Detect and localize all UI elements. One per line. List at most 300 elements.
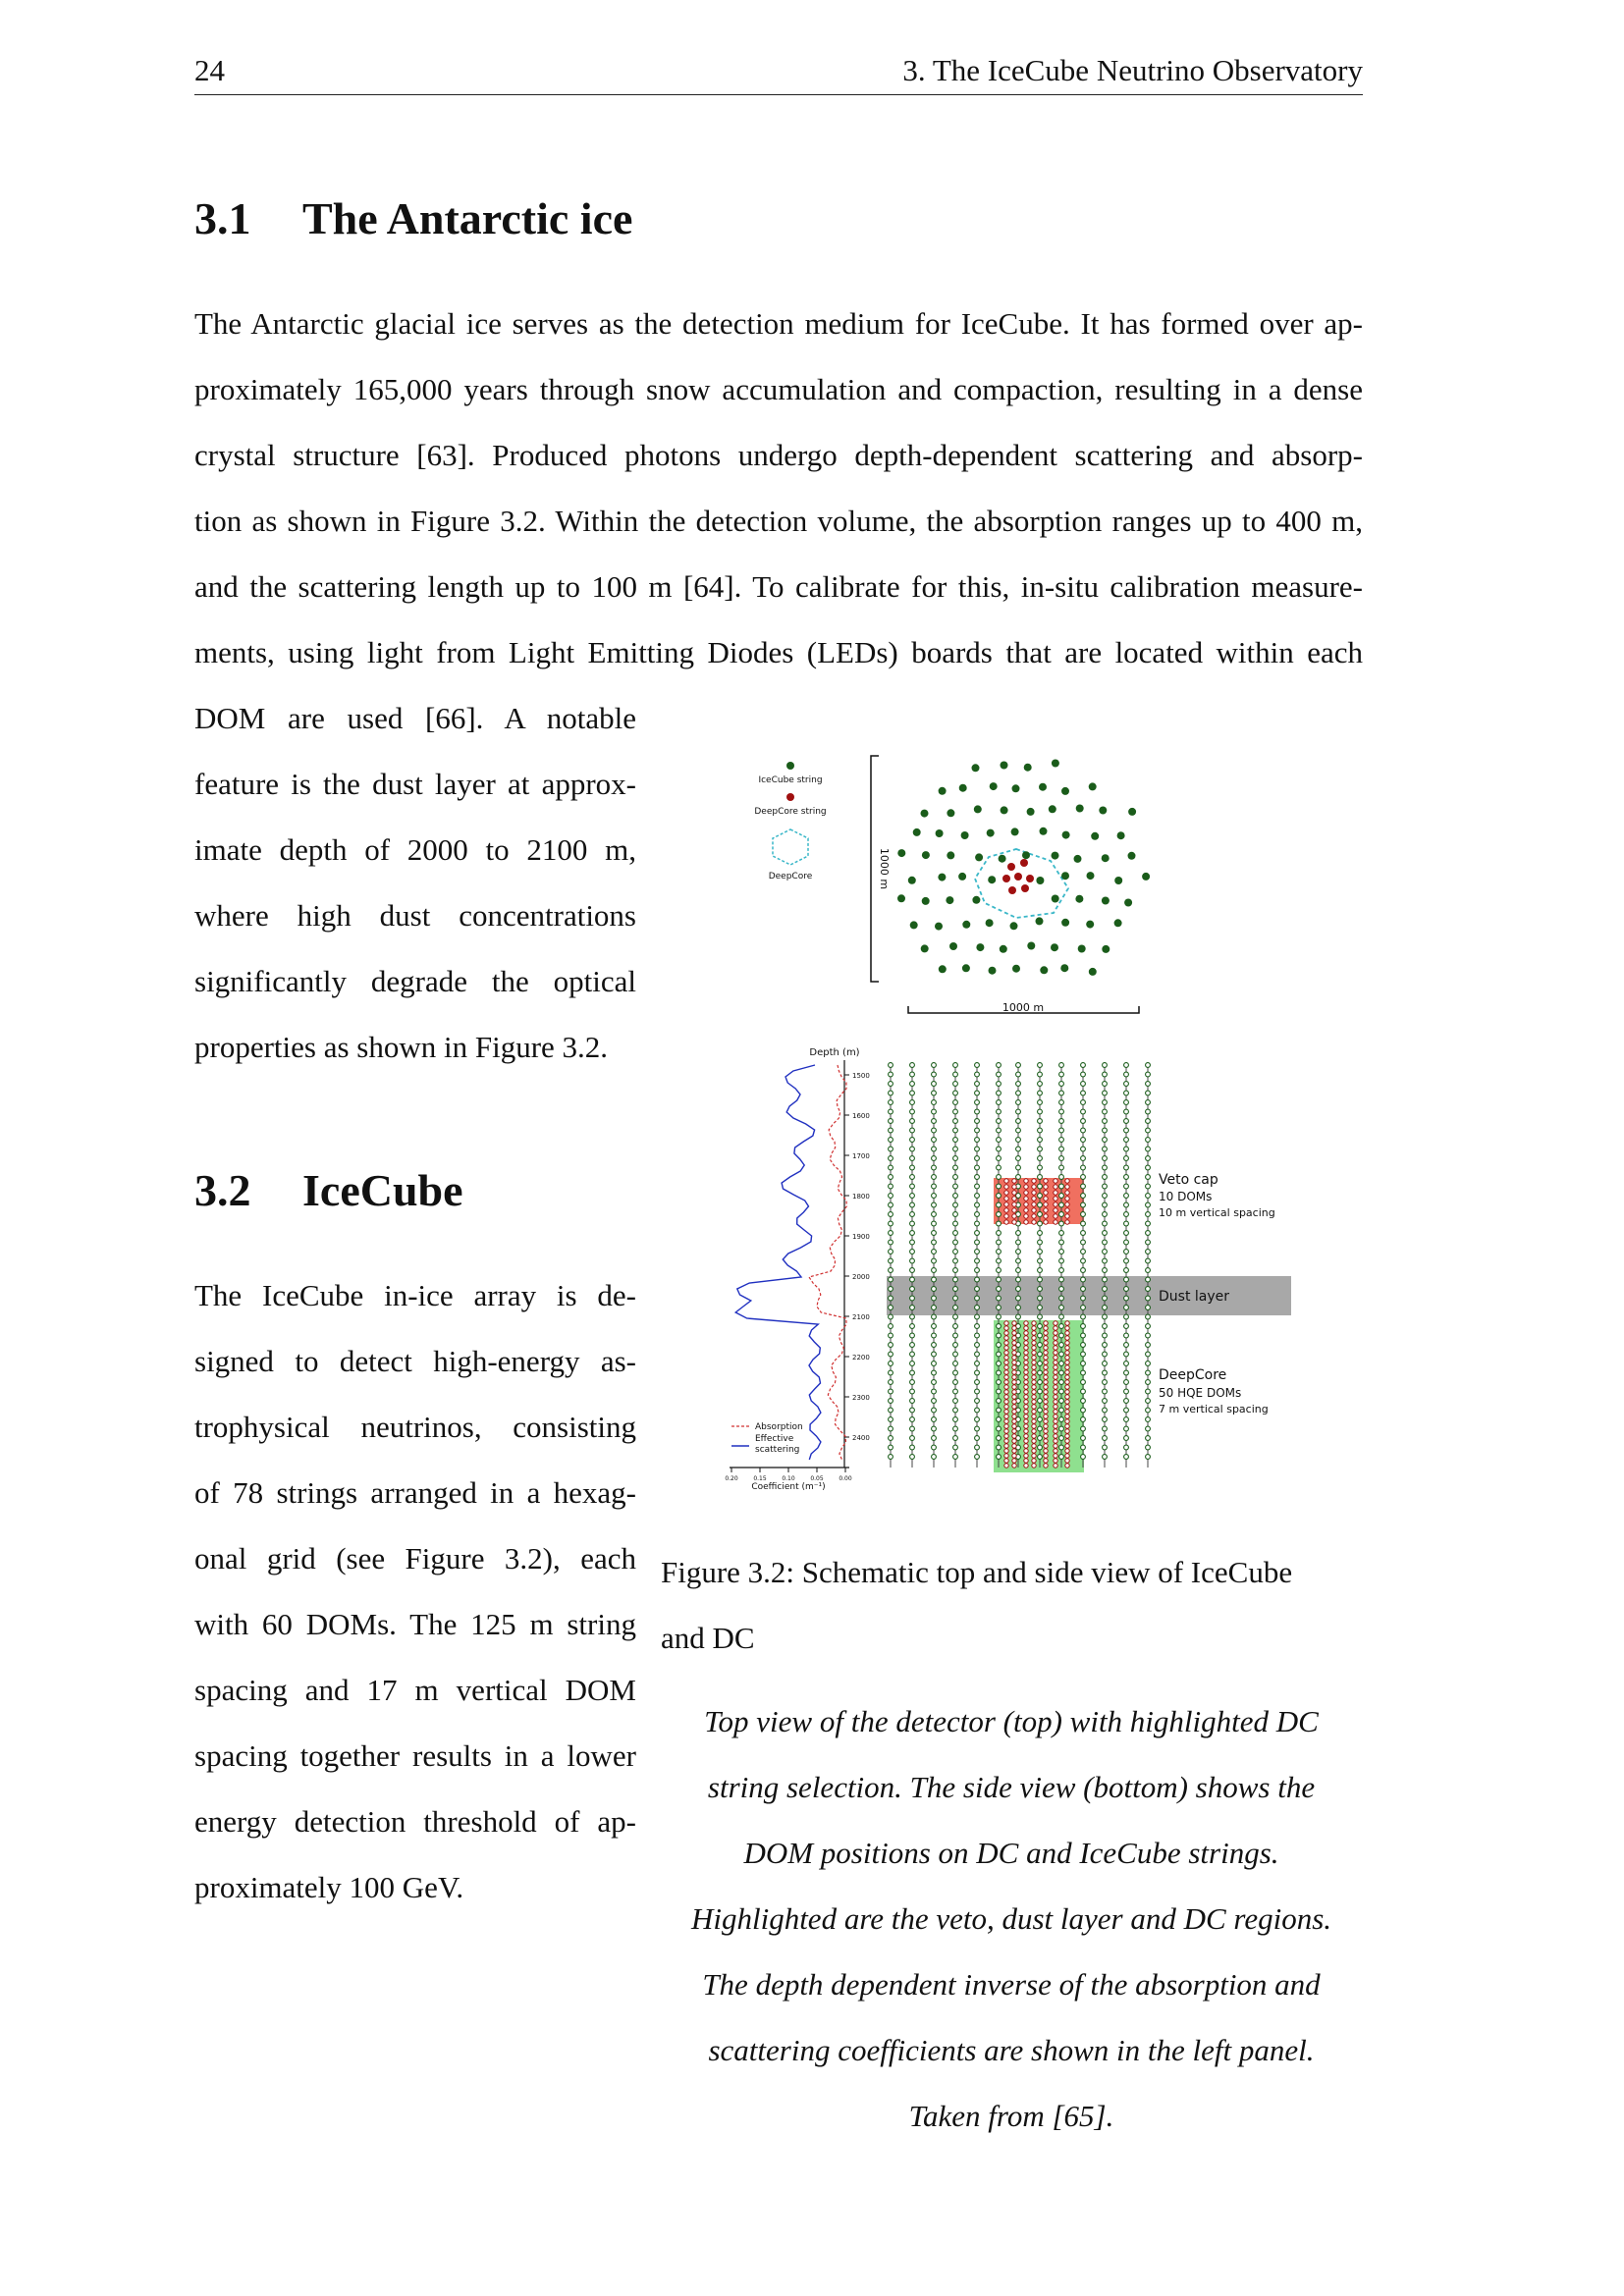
deepcore-dom-marker <box>1054 1424 1057 1428</box>
dom-marker <box>1103 1408 1108 1413</box>
deepcore-dom-marker <box>1012 1439 1016 1443</box>
deepcore-dom-marker <box>1032 1331 1036 1335</box>
dom-marker <box>1103 1417 1108 1422</box>
dom-marker <box>910 1362 915 1366</box>
dom-marker <box>1059 1128 1064 1133</box>
dom-marker <box>889 1082 893 1087</box>
dom-marker <box>1059 1296 1064 1301</box>
deepcore-dom-marker <box>1032 1385 1036 1389</box>
dom-marker <box>1038 1287 1043 1292</box>
dom-marker <box>1124 1250 1129 1255</box>
deepcore-dom-marker <box>1054 1429 1057 1433</box>
icecube-string-dot <box>1087 872 1095 880</box>
dom-marker <box>997 1100 1001 1105</box>
deepcore-dom-marker <box>1044 1464 1048 1468</box>
dom-marker <box>1059 1063 1064 1068</box>
veto-dom-marker <box>1004 1179 1008 1183</box>
dom-marker <box>889 1138 893 1143</box>
dom-marker <box>1124 1426 1129 1431</box>
dom-marker <box>932 1362 937 1366</box>
dom-marker <box>1124 1296 1129 1301</box>
deepcore-dom-marker <box>1044 1375 1048 1379</box>
deepcore-dom-marker <box>1054 1341 1057 1345</box>
text-line: trophysical neutrinos, consisting <box>194 1410 636 1444</box>
dom-marker <box>975 1268 980 1273</box>
deepcore-dom-marker <box>1054 1459 1057 1463</box>
dust-layer-label: Dust layer <box>1159 1289 1230 1305</box>
deepcore-dom-marker <box>1004 1331 1008 1335</box>
dom-marker <box>1146 1362 1151 1366</box>
veto-dom-marker <box>1024 1202 1028 1206</box>
deepcore-dom-marker <box>1032 1346 1036 1350</box>
text-line: energy detection threshold of ap- <box>194 1804 636 1839</box>
dom-marker <box>1038 1268 1043 1273</box>
dom-marker <box>889 1165 893 1170</box>
dom-marker <box>953 1231 958 1236</box>
dom-marker <box>1146 1240 1151 1245</box>
dom-marker <box>1103 1258 1108 1263</box>
dom-marker <box>1103 1138 1108 1143</box>
dom-marker <box>1016 1296 1021 1301</box>
dom-marker <box>1016 1100 1021 1105</box>
dom-marker <box>997 1128 1001 1133</box>
deepcore-dom-marker <box>1012 1341 1016 1345</box>
dom-marker <box>975 1231 980 1236</box>
dom-marker <box>1038 1202 1043 1207</box>
dom-marker <box>1059 1306 1064 1310</box>
veto-dom-marker <box>1024 1179 1028 1183</box>
dom-marker <box>1081 1128 1086 1133</box>
caption-line: Figure 3.2: Schematic top and side view of IceCube <box>661 1555 1293 1589</box>
dom-marker <box>953 1417 958 1422</box>
dom-marker <box>1103 1194 1108 1199</box>
dom-marker <box>975 1287 980 1292</box>
dom-marker <box>953 1445 958 1450</box>
dom-marker <box>1038 1100 1043 1105</box>
veto-dom-marker <box>1054 1197 1057 1201</box>
dom-marker <box>997 1296 1001 1301</box>
section-title: The Antarctic ice <box>302 193 633 243</box>
dom-marker <box>1038 1455 1043 1460</box>
dom-marker <box>1124 1343 1129 1348</box>
dom-marker <box>1059 1194 1064 1199</box>
veto-dom-marker <box>1004 1202 1008 1206</box>
icecube-string-dot <box>1049 805 1056 813</box>
deepcore-dom-marker <box>1024 1464 1028 1468</box>
icecube-string-dot <box>989 967 997 975</box>
dom-marker <box>1038 1436 1043 1441</box>
dom-marker <box>932 1417 937 1422</box>
dom-marker <box>1081 1138 1086 1143</box>
deepcore-dom-marker <box>1065 1459 1069 1463</box>
dom-marker <box>1059 1417 1064 1422</box>
description-line: Top view of the detector (top) with highlighted DC <box>704 1704 1319 1738</box>
depth-tick-label: 2300 <box>852 1394 870 1402</box>
dom-marker <box>1103 1184 1108 1189</box>
dom-marker <box>1103 1063 1108 1068</box>
dom-marker <box>1038 1314 1043 1319</box>
veto-dom-marker <box>1004 1208 1008 1212</box>
dom-marker <box>1059 1408 1064 1413</box>
dom-marker <box>997 1194 1001 1199</box>
dom-marker <box>889 1380 893 1385</box>
description-line: The depth dependent inverse of the absorption and <box>702 1967 1321 2002</box>
deepcore-dom-marker <box>1032 1419 1036 1423</box>
deepcore-dom-marker <box>1054 1375 1057 1379</box>
deepcore-dom-marker <box>1032 1370 1036 1374</box>
dom-marker <box>1081 1082 1086 1087</box>
deepcore-dom-marker <box>1054 1390 1057 1394</box>
dom-marker <box>1124 1119 1129 1124</box>
veto-dom-marker <box>1065 1179 1069 1183</box>
dom-marker <box>932 1250 937 1255</box>
dom-marker <box>953 1306 958 1310</box>
icecube-string-dot <box>1091 832 1099 840</box>
dom-marker <box>910 1221 915 1226</box>
veto-dom-marker <box>1032 1185 1036 1189</box>
dom-marker <box>1059 1436 1064 1441</box>
deepcore-dom-marker <box>1044 1395 1048 1399</box>
dom-marker <box>932 1436 937 1441</box>
deepcore-dom-marker <box>1024 1405 1028 1409</box>
dom-marker <box>997 1212 1001 1217</box>
text-line: spacing together results in a lower <box>194 1738 636 1773</box>
veto-dom-marker <box>1032 1202 1036 1206</box>
dom-marker <box>1146 1212 1151 1217</box>
deepcore-dom-marker <box>1004 1444 1008 1448</box>
dom-marker <box>997 1175 1001 1180</box>
deepcore-dom-marker <box>1004 1351 1008 1355</box>
dom-marker <box>1016 1147 1021 1151</box>
deepcore-dom-marker <box>1024 1410 1028 1414</box>
legend-scattering: scattering <box>755 1445 800 1455</box>
dom-marker <box>889 1231 893 1236</box>
dom-marker <box>1146 1389 1151 1394</box>
dom-marker <box>1146 1324 1151 1329</box>
veto-dom-marker <box>1065 1185 1069 1189</box>
dom-marker <box>932 1380 937 1385</box>
deepcore-dom-marker <box>1024 1424 1028 1428</box>
dom-marker <box>953 1287 958 1292</box>
icecube-string-dot <box>938 874 946 881</box>
icecube-string-dot <box>1022 851 1030 859</box>
icecube-string-dot <box>976 943 984 951</box>
dom-marker <box>1146 1445 1151 1450</box>
dom-marker <box>1081 1119 1086 1124</box>
veto-dom-marker <box>1065 1220 1069 1224</box>
deepcore-dom-marker <box>1032 1449 1036 1453</box>
dom-marker <box>1059 1147 1064 1151</box>
dom-marker <box>1103 1362 1108 1366</box>
section-title: IceCube <box>302 1165 463 1215</box>
icecube-string-dot <box>1114 919 1122 927</box>
deepcore-dom-marker <box>1012 1434 1016 1438</box>
dom-marker <box>889 1109 893 1114</box>
dom-marker <box>1124 1333 1129 1338</box>
dom-marker <box>1124 1389 1129 1394</box>
deepcore-dom-marker <box>1012 1464 1016 1468</box>
deepcore-dom-marker <box>1032 1395 1036 1399</box>
dom-marker <box>1146 1128 1151 1133</box>
dom-marker <box>932 1202 937 1207</box>
dom-marker <box>1146 1380 1151 1385</box>
dom-marker <box>889 1343 893 1348</box>
description-line: string selection. The side view (bottom) shows the <box>707 1770 1316 1804</box>
dom-marker <box>1124 1202 1129 1207</box>
icecube-string-dot <box>947 851 954 859</box>
icecube-string-dot <box>972 764 980 772</box>
dom-marker <box>1038 1194 1043 1199</box>
dom-marker <box>910 1333 915 1338</box>
coefficient-tick-label: 0.10 <box>782 1475 795 1482</box>
deepcore-dom-marker <box>1004 1346 1008 1350</box>
figure-caption <box>661 1539 1292 1671</box>
veto-dom-marker <box>1054 1208 1057 1212</box>
dom-marker <box>1103 1128 1108 1133</box>
dom-marker <box>910 1250 915 1255</box>
dom-marker <box>1081 1212 1086 1217</box>
dust-layer-region <box>887 1276 1291 1315</box>
dom-marker <box>889 1175 893 1180</box>
deepcore-dom-marker <box>1044 1336 1048 1340</box>
dom-marker <box>889 1370 893 1375</box>
dom-marker <box>1146 1333 1151 1338</box>
veto-dom-marker <box>1012 1202 1016 1206</box>
dom-marker <box>1038 1258 1043 1263</box>
icecube-string-dot <box>1074 855 1082 863</box>
veto-dom-marker <box>1065 1191 1069 1195</box>
coefficient-axis-title: Coefficient (m⁻¹) <box>751 1482 826 1492</box>
deepcore-dom-marker <box>1044 1449 1048 1453</box>
dom-marker <box>975 1380 980 1385</box>
deepcore-dom-marker <box>1065 1400 1069 1404</box>
dom-marker <box>1016 1156 1021 1161</box>
deepcore-dom-marker <box>1024 1459 1028 1463</box>
dom-marker <box>932 1314 937 1319</box>
dom-marker <box>1146 1147 1151 1151</box>
dom-marker <box>997 1072 1001 1077</box>
dom-marker <box>1146 1455 1151 1460</box>
deepcore-dom-marker <box>1044 1459 1048 1463</box>
dom-marker <box>1081 1445 1086 1450</box>
deepcore-dom-marker <box>1065 1331 1069 1335</box>
dom-marker <box>889 1156 893 1161</box>
deepcore-dom-marker <box>1012 1351 1016 1355</box>
deepcore-dom-marker <box>1024 1434 1028 1438</box>
dom-marker <box>1059 1184 1064 1189</box>
deepcore-dom-marker <box>1004 1434 1008 1438</box>
deepcore-dom-marker <box>1054 1380 1057 1384</box>
deepcore-dom-marker <box>1065 1321 1069 1325</box>
dom-marker <box>1146 1426 1151 1431</box>
icecube-string-dot <box>975 853 983 861</box>
dom-marker <box>1124 1147 1129 1151</box>
dom-marker <box>1059 1221 1064 1226</box>
deepcore-dom-marker <box>1044 1361 1048 1364</box>
deepcore-dom-marker <box>1054 1439 1057 1443</box>
dom-marker <box>910 1119 915 1124</box>
deepcore-dom-marker <box>1065 1444 1069 1448</box>
dom-marker <box>932 1231 937 1236</box>
dom-marker <box>910 1389 915 1394</box>
deepcore-dom-marker <box>1024 1429 1028 1433</box>
icecube-string-dot <box>1051 943 1058 951</box>
dom-marker <box>975 1250 980 1255</box>
dom-marker <box>1103 1333 1108 1338</box>
dom-marker <box>889 1399 893 1404</box>
icecube-string-dot <box>1011 828 1019 835</box>
deepcore-dom-marker <box>1065 1405 1069 1409</box>
dom-marker <box>1081 1175 1086 1180</box>
dom-marker <box>932 1445 937 1450</box>
dom-marker <box>1038 1147 1043 1151</box>
dom-marker <box>997 1370 1001 1375</box>
dom-marker <box>1016 1119 1021 1124</box>
icecube-string-dot <box>990 782 998 790</box>
icecube-string-dot <box>908 877 916 884</box>
dom-marker <box>932 1333 937 1338</box>
description-line: DOM positions on DC and IceCube strings. <box>743 1836 1279 1870</box>
dom-marker <box>1081 1399 1086 1404</box>
dom-marker <box>889 1268 893 1273</box>
legend-deepcore-string: DeepCore string <box>754 807 827 817</box>
dom-marker <box>910 1184 915 1189</box>
deepcore-dom-marker <box>1054 1331 1057 1335</box>
text-line: proximately 100 GeV. <box>194 1870 464 1904</box>
dom-marker <box>1124 1362 1129 1366</box>
dom-marker <box>1124 1091 1129 1095</box>
deepcore-dom-marker <box>1024 1454 1028 1458</box>
deepcore-dom-marker <box>1012 1415 1016 1418</box>
veto-dom-marker <box>1054 1202 1057 1206</box>
dom-marker <box>889 1352 893 1357</box>
text-line: signed to detect high-energy as- <box>194 1344 636 1378</box>
dom-marker <box>997 1417 1001 1422</box>
dom-marker <box>1081 1306 1086 1310</box>
depth-tick-label: 1800 <box>852 1193 870 1201</box>
coefficient-tick-label: 0.15 <box>753 1475 767 1482</box>
dom-marker <box>1059 1352 1064 1357</box>
dom-marker <box>953 1119 958 1124</box>
icecube-string-dot <box>1027 808 1035 816</box>
deepcore-dom-marker <box>1012 1395 1016 1399</box>
deepcore-dom-marker <box>1012 1400 1016 1404</box>
dom-marker <box>1016 1287 1021 1292</box>
dom-marker <box>1081 1202 1086 1207</box>
deepcore-dom-marker <box>1065 1370 1069 1374</box>
text-line: ments, using light from Light Emitting Diodes (LEDs) boards that are located within each <box>194 635 1363 669</box>
dom-marker <box>953 1258 958 1263</box>
dom-marker <box>1038 1306 1043 1310</box>
dom-marker <box>932 1240 937 1245</box>
dom-marker <box>953 1194 958 1199</box>
dom-marker <box>910 1202 915 1207</box>
deepcore-dom-marker <box>1044 1356 1048 1360</box>
dom-marker <box>1146 1082 1151 1087</box>
dom-marker <box>953 1408 958 1413</box>
dom-marker <box>1124 1324 1129 1329</box>
deepcore-dom-marker <box>1065 1415 1069 1418</box>
icecube-string-dot <box>1117 831 1125 839</box>
dom-marker <box>1016 1128 1021 1133</box>
icecube-string-dot <box>897 849 905 857</box>
deepcore-dom-marker <box>1004 1321 1008 1325</box>
dom-marker <box>1059 1426 1064 1431</box>
dom-marker <box>932 1455 937 1460</box>
dom-marker <box>1081 1455 1086 1460</box>
icecube-string-dot <box>1061 787 1069 795</box>
dom-marker <box>997 1250 1001 1255</box>
dom-marker <box>1038 1250 1043 1255</box>
dom-marker <box>932 1184 937 1189</box>
icecube-string-dot <box>946 896 953 904</box>
icecube-string-dot <box>913 828 921 836</box>
dom-marker <box>953 1100 958 1105</box>
deepcore-dom-marker <box>1024 1390 1028 1394</box>
dom-marker <box>1124 1082 1129 1087</box>
dom-marker <box>932 1212 937 1217</box>
dom-marker <box>1038 1184 1043 1189</box>
legend-icecube-marker <box>786 762 794 770</box>
legend-absorption: Absorption <box>755 1422 803 1432</box>
dom-marker <box>1038 1296 1043 1301</box>
icecube-string-dot <box>1102 854 1110 862</box>
deepcore-dom-marker <box>1065 1449 1069 1453</box>
deepcore-dom-marker <box>1044 1351 1048 1355</box>
dom-marker <box>997 1082 1001 1087</box>
depth-tick-label: 2400 <box>852 1434 870 1442</box>
deepcore-string-dot <box>1002 875 1010 882</box>
deepcore-dom-marker <box>1024 1331 1028 1335</box>
deepcore-dom-marker <box>1044 1405 1048 1409</box>
deepcore-dom-marker <box>1032 1375 1036 1379</box>
effective-scattering-curve <box>735 1065 821 1460</box>
text-line: where high dust concentrations <box>194 898 636 933</box>
dom-marker <box>932 1399 937 1404</box>
dom-marker <box>997 1343 1001 1348</box>
dom-marker <box>1124 1175 1129 1180</box>
dom-marker <box>1038 1165 1043 1170</box>
dom-marker <box>975 1417 980 1422</box>
icecube-string-dot <box>961 831 969 839</box>
dom-marker <box>975 1165 980 1170</box>
dom-marker <box>1059 1445 1064 1450</box>
dom-marker <box>889 1091 893 1095</box>
dom-marker <box>997 1091 1001 1095</box>
deepcore-dom-marker <box>1004 1370 1008 1374</box>
dom-marker <box>1103 1352 1108 1357</box>
deepcore-string-dot <box>1020 859 1028 867</box>
dom-marker <box>975 1128 980 1133</box>
dom-marker <box>1081 1250 1086 1255</box>
dom-marker <box>1146 1138 1151 1143</box>
dom-marker <box>1081 1072 1086 1077</box>
depth-tick-label: 2200 <box>852 1354 870 1362</box>
icecube-string-dot <box>1036 877 1044 884</box>
dom-marker <box>1124 1287 1129 1292</box>
dom-marker <box>910 1212 915 1217</box>
coefficient-tick-label: 0.05 <box>810 1475 824 1482</box>
deepcore-dom-marker <box>1032 1415 1036 1418</box>
icecube-string-dot <box>1012 965 1020 973</box>
deepcore-dom-marker <box>1004 1356 1008 1360</box>
veto-dom-marker <box>1024 1191 1028 1195</box>
side-view <box>725 1047 1291 1492</box>
icecube-string-dot <box>949 942 957 950</box>
veto-dom-marker <box>1012 1191 1016 1195</box>
deepcore-dom-marker <box>1065 1356 1069 1360</box>
deepcore-dom-marker <box>1044 1365 1048 1369</box>
